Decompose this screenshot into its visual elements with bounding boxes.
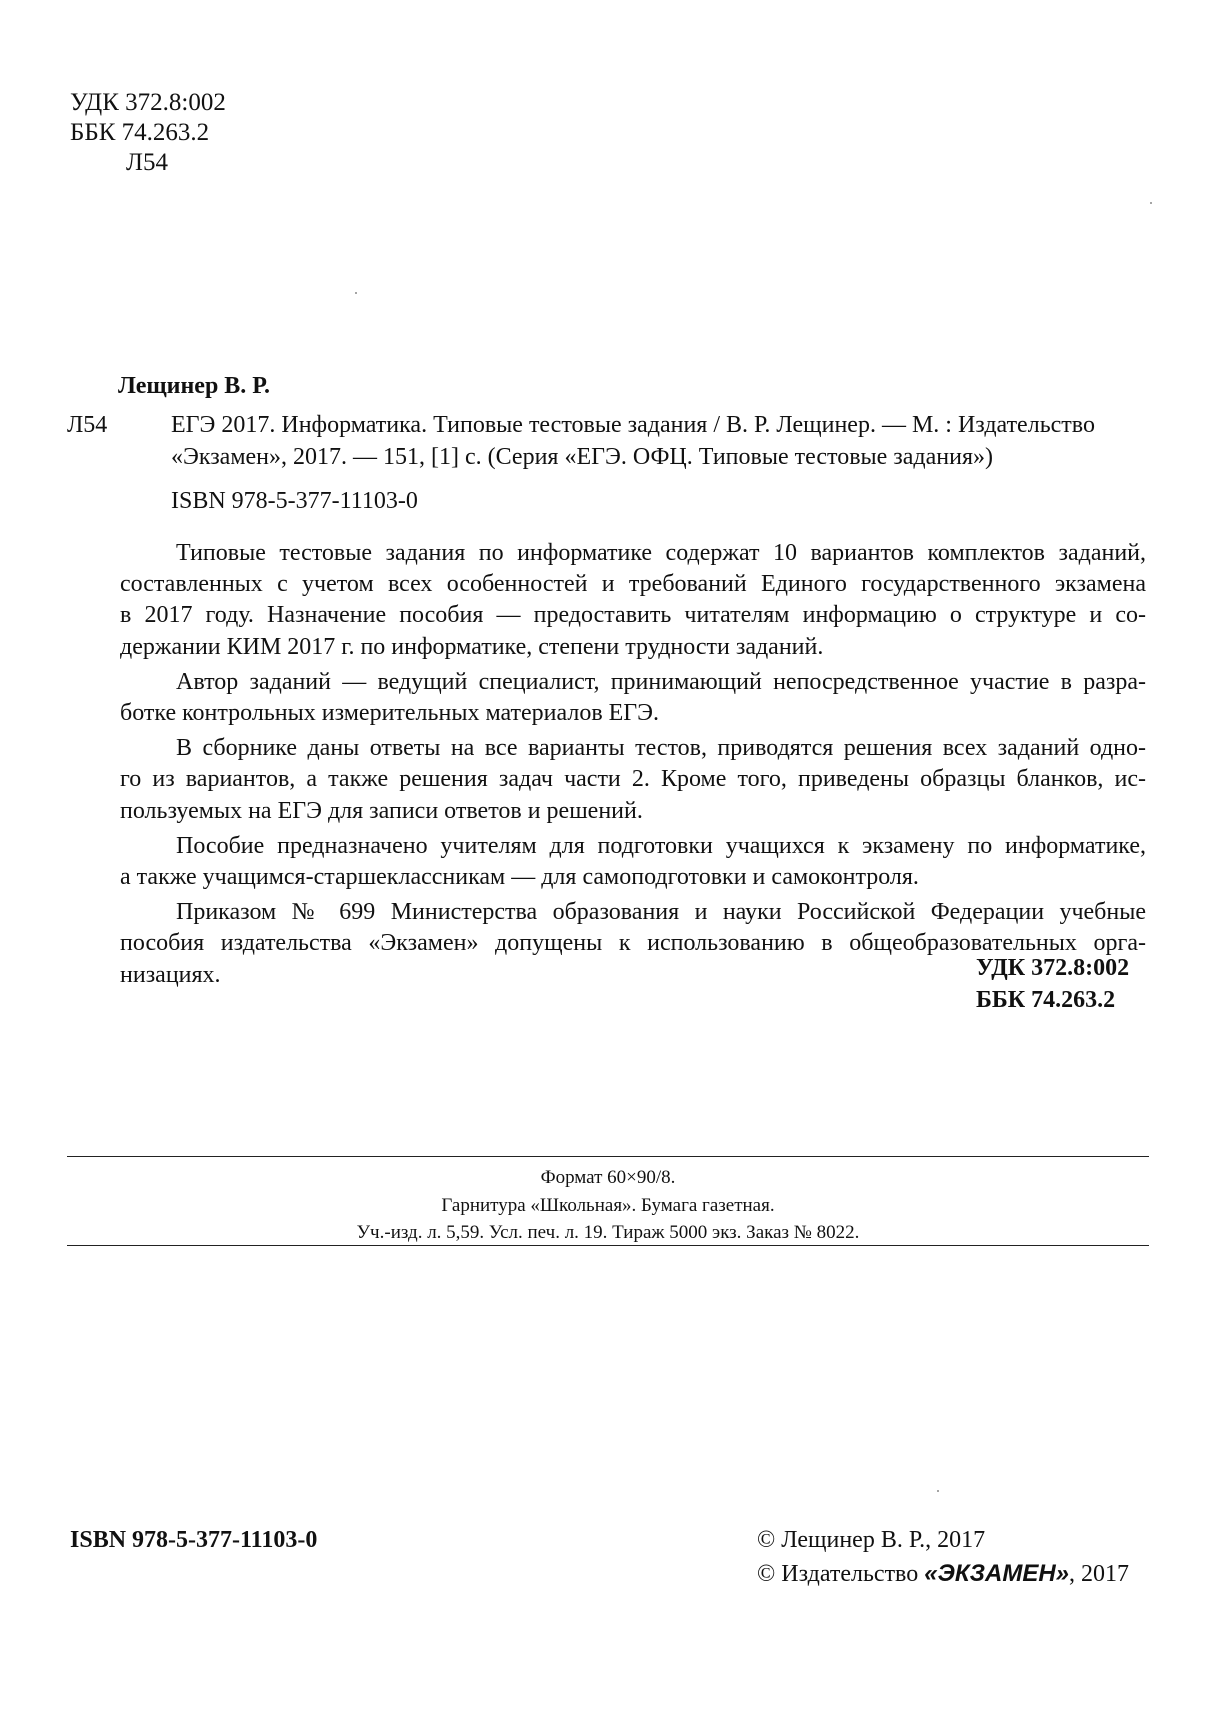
annotation-paragraph-3 [120, 733, 1146, 827]
annotation-line: в 2017 году. Назначение пособия — предоставить читателям информацию о структуре и со- [120, 602, 1146, 629]
annotation-line: го из вариантов, а также решения задач части 2. Кроме того, приведены образцы бланков, ис- [120, 766, 1146, 793]
copyright-author: © Лещинер В. Р., 2017 [757, 1527, 986, 1553]
imprint-details: Уч.-изд. л. 5,59. Усл. печ. л. 19. Тираж 5000 экз. Заказ № 8022. [356, 1222, 860, 1243]
catalog-description-line2: «Экзамен», 2017. — 151, [1] с. (Серия «ЕГЭ. ОФЦ. Типовые тестовые задания») [171, 444, 994, 470]
imprint-bottom-rule [67, 1245, 1149, 1246]
footer-classification-codes [976, 952, 1129, 1016]
copyright-publisher-prefix: © Издательство [757, 1561, 925, 1587]
scan-speck [1150, 202, 1152, 204]
imprint-top-rule [67, 1156, 1149, 1157]
catalog-card [67, 409, 1147, 517]
imprint-format: Формат 60×90/8. [540, 1167, 676, 1188]
catalog-author: Лещинер В. Р. [118, 373, 270, 399]
annotation-line: В сборнике даны ответы на все варианты тестов, приводятся решения всех заданий одно- [176, 735, 1146, 762]
catalog-mark: Л54 [67, 412, 108, 438]
annotation-line: держании КИМ 2017 г. по информатике, степени трудности заданий. [120, 633, 824, 660]
copyright-block [757, 1524, 1129, 1591]
annotation-line: низациях. [120, 961, 221, 988]
imprint-typeface: Гарнитура «Школьная». Бумага газетная. [441, 1194, 775, 1216]
annotation-line: Типовые тестовые задания по информатике содержат 10 вариантов комплектов заданий, [176, 540, 1146, 566]
footer-bbk-code: ББК 74.263.2 [976, 987, 1116, 1013]
annotation-line: а также учащимся-старшеклассникам — для самоподготовки и самоконтроля. [120, 864, 919, 891]
annotation-line: ботке контрольных измерительных материалов ЕГЭ. [120, 700, 660, 727]
scan-speck [937, 1490, 939, 1492]
udk-code: УДК 372.8:002 [70, 89, 226, 116]
author-mark: Л54 [126, 149, 168, 176]
catalog-line-2 [67, 441, 1147, 473]
copyright-publisher-year: , 2017 [1069, 1561, 1130, 1587]
header-classification-codes [70, 88, 226, 178]
annotation-line: пособия издательства «Экзамен» допущены к использованию в общеобразовательных орга- [120, 930, 1146, 957]
annotation [120, 538, 1146, 995]
imprint [67, 1164, 1149, 1247]
annotation-paragraph-2 [120, 667, 1146, 729]
annotation-line: Приказом № 699 Министерства образования и науки Российской Федерации учебные [176, 899, 1146, 926]
publisher-brand: «ЭКЗАМЕН» [924, 1560, 1070, 1587]
catalog-line-1 [67, 409, 1147, 441]
catalog-isbn: ISBN 978-5-377-11103-0 [171, 488, 418, 514]
bottom-isbn: ISBN 978-5-377-11103-0 [70, 1527, 318, 1553]
bbk-code: ББК 74.263.2 [70, 119, 210, 146]
copyright-publisher [757, 1557, 1129, 1591]
annotation-paragraph-4 [120, 831, 1146, 893]
footer-udk-code: УДК 372.8:002 [976, 955, 1130, 981]
annotation-line: Автор заданий — ведущий специалист, принимающий непосредственное участие в разра- [176, 668, 1146, 695]
annotation-line: пользуемых на ЕГЭ для записи ответов и решений. [120, 797, 643, 824]
annotation-line: Пособие предназначено учителям для подготовки учащихся к экзамену по информатике, [176, 832, 1146, 859]
scan-speck [355, 292, 357, 294]
catalog-description-line1: ЕГЭ 2017. Информатика. Типовые тестовые задания / В. Р. Лещинер. — М. : Издательство [171, 412, 1095, 438]
annotation-line: составленных с учетом всех особенностей и требований Единого государственного экзамена [120, 571, 1146, 598]
annotation-paragraph-1 [120, 538, 1146, 663]
